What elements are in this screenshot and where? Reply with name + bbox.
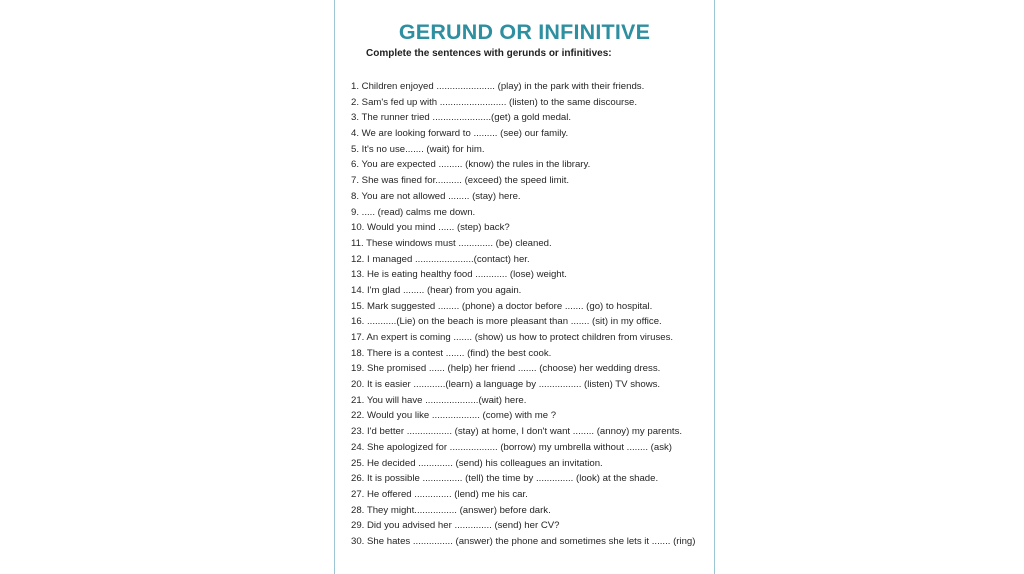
exercise-item: 19. She promised ...... (help) her friend ....... (choose) her wedding dress. <box>351 363 661 375</box>
exercise-item: 1. Children enjoyed ...................... (play) in the park with their friends. <box>351 81 645 92</box>
exercise-item: 7. She was fined for.......... (exceed) the speed limit. <box>351 175 570 187</box>
exercise-item: 23. I'd better ................. (stay) at home, I don't want ........ (annoy) my parents. <box>351 426 683 438</box>
exercise-item: 2. Sam's fed up with ......................... (listen) to the same discourse. <box>351 96 638 108</box>
exercise-item: 24. She apologized for .................. (borrow) my umbrella without ........ (ask) <box>351 441 672 453</box>
exercise-item: 9. ..... (read) calms me down. <box>351 206 476 218</box>
exercise-item: 29. Did you advised her .............. (send) her CV? <box>351 520 560 532</box>
exercise-item: 11. These windows must ............. (be) cleaned. <box>351 237 552 249</box>
exercise-item: 22. Would you like .................. (come) with me ? <box>351 410 557 422</box>
exercise-item: 27. He offered .............. (lend) me his car. <box>351 488 528 500</box>
exercise-list <box>351 79 711 550</box>
exercise-item: 3. The runner tried ......................(get) a gold medal. <box>351 112 572 124</box>
exercise-item: 21. You will have ....................(wait) here. <box>351 394 527 406</box>
worksheet-instructions: Complete the sentences with gerunds or infinitives: <box>366 48 612 59</box>
exercise-item: 8. You are not allowed ........ (stay) here. <box>351 190 521 202</box>
exercise-item: 15. Mark suggested ........ (phone) a doctor before ....... (go) to hospital. <box>351 300 653 312</box>
exercise-item: 28. They might................ (answer) before dark. <box>351 504 551 516</box>
exercise-item: 10. Would you mind ...... (step) back? <box>351 222 510 234</box>
worksheet-title: GERUND OR INFINITIVE <box>398 20 651 44</box>
exercise-item: 13. He is eating healthy food ............ (lose) weight. <box>351 269 567 281</box>
exercise-item: 5. It's no use....... (wait) for him. <box>351 143 485 155</box>
exercise-item: 14. I'm glad ........ (hear) from you again. <box>351 284 522 296</box>
worksheet-page <box>334 0 715 574</box>
exercise-item: 25. He decided ............. (send) his colleagues an invitation. <box>351 457 603 469</box>
exercise-item: 17. An expert is coming ....... (show) us how to protect children from viruses. <box>351 332 674 343</box>
exercise-item: 18. There is a contest ....... (find) the best cook. <box>351 347 552 359</box>
exercise-item: 16. ...........(Lie) on the beach is more pleasant than ....... (sit) in my office. <box>351 316 662 328</box>
exercise-item: 12. I managed ......................(contact) her. <box>351 253 530 265</box>
exercise-item: 26. It is possible ............... (tell) the time by .............. (look) at the shade. <box>351 473 659 485</box>
exercise-item: 6. You are expected ......... (know) the rules in the library. <box>351 159 591 171</box>
exercise-item: 30. She hates ............... (answer) the phone and sometimes she lets it ....... (ring) <box>351 535 696 547</box>
exercise-item: 4. We are looking forward to ......... (see) our family. <box>351 128 569 140</box>
exercise-item: 20. It is easier ............(learn) a language by ................ (listen) TV shows. <box>351 379 661 391</box>
